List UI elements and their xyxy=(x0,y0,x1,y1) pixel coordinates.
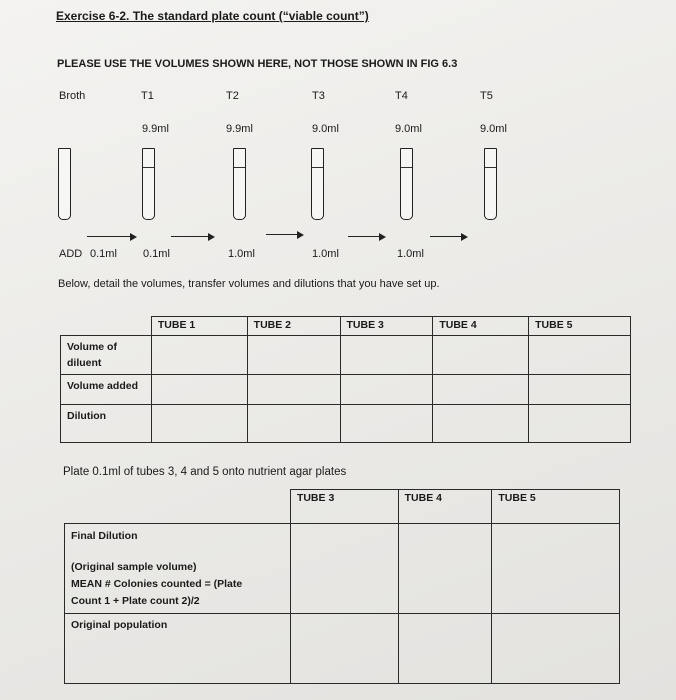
header-plate-tube-4: TUBE 4 xyxy=(398,490,492,524)
volume-instruction: PLEASE USE THE VOLUMES SHOWN HERE, NOT THOSE SHOWN IN FIG 6.3 xyxy=(57,58,458,70)
header-tube-1: TUBE 1 xyxy=(151,317,247,336)
tube-label-t3: T3 xyxy=(312,90,325,102)
cell-added-tube-5[interactable] xyxy=(529,375,631,405)
exercise-title: Exercise 6-2. The standard plate count (“viable count”) xyxy=(56,9,369,23)
plating-instruction: Plate 0.1ml of tubes 3, 4 and 5 onto nutrient agar plates xyxy=(63,466,347,478)
cell-population-tube-4[interactable] xyxy=(398,614,492,684)
row-label-original-volume: (Original sample volume) xyxy=(71,561,197,573)
dilution-table xyxy=(60,316,631,443)
header-tube-3: TUBE 3 xyxy=(340,317,433,336)
empty-corner-2 xyxy=(65,490,291,524)
tube-t4 xyxy=(400,148,413,220)
cell-dilution-tube-2[interactable] xyxy=(247,405,340,443)
diluent-volume-t3: 9.0ml xyxy=(312,123,339,135)
transfer-volume-1: 0.1ml xyxy=(90,248,117,260)
diluent-volume-t5: 9.0ml xyxy=(480,123,507,135)
tube-label-t4: T4 xyxy=(395,90,408,102)
cell-final-dilution-tube-4[interactable] xyxy=(398,524,492,614)
cell-population-tube-3[interactable] xyxy=(290,614,398,684)
tube-t5 xyxy=(484,148,497,220)
row-label-mean-colonies: MEAN # Colonies counted = (Plate Count 1 + Plate count 2)/2 xyxy=(71,578,243,607)
transfer-arrow-1 xyxy=(87,236,135,237)
cell-diluent-tube-2[interactable] xyxy=(247,336,340,375)
plate-count-table xyxy=(64,489,620,684)
row-label-volume-added: Volume added xyxy=(61,375,152,405)
empty-corner xyxy=(61,317,152,336)
tube-label-t2: T2 xyxy=(226,90,239,102)
header-tube-4: TUBE 4 xyxy=(433,317,529,336)
diluent-volume-t4: 9.0ml xyxy=(395,123,422,135)
transfer-arrow-5 xyxy=(430,236,466,237)
tube-t1 xyxy=(142,148,155,220)
header-plate-tube-5: TUBE 5 xyxy=(492,490,620,524)
row-label-final-dilution: Final Dilution xyxy=(71,530,138,542)
cell-added-tube-4[interactable] xyxy=(433,375,529,405)
tube-label-t1: T1 xyxy=(141,90,154,102)
cell-final-dilution-tube-5[interactable] xyxy=(492,524,620,614)
transfer-volume-5: 1.0ml xyxy=(397,248,424,260)
header-tube-2: TUBE 2 xyxy=(247,317,340,336)
cell-diluent-tube-1[interactable] xyxy=(151,336,247,375)
row-label-volume-of-diluent: Volume of diluent xyxy=(61,336,152,375)
broth-tube xyxy=(58,148,71,220)
diluent-volume-t2: 9.9ml xyxy=(226,123,253,135)
table1-intro: Below, detail the volumes, transfer volumes and dilutions that you have set up. xyxy=(58,278,440,290)
cell-diluent-tube-4[interactable] xyxy=(433,336,529,375)
tube-label-t5: T5 xyxy=(480,90,493,102)
cell-dilution-tube-4[interactable] xyxy=(433,405,529,443)
transfer-arrow-2 xyxy=(171,236,213,237)
broth-label: Broth xyxy=(59,90,86,102)
cell-final-dilution-tube-3[interactable] xyxy=(290,524,398,614)
cell-added-tube-1[interactable] xyxy=(151,375,247,405)
diluent-volume-t1: 9.9ml xyxy=(142,123,169,135)
cell-population-tube-5[interactable] xyxy=(492,614,620,684)
cell-dilution-tube-3[interactable] xyxy=(340,405,433,443)
transfer-volume-2: 0.1ml xyxy=(143,248,170,260)
transfer-volume-3: 1.0ml xyxy=(228,248,255,260)
row-label-dilution: Dilution xyxy=(61,405,152,443)
cell-diluent-tube-3[interactable] xyxy=(340,336,433,375)
header-plate-tube-3: TUBE 3 xyxy=(290,490,398,524)
add-label: ADD xyxy=(59,248,83,260)
tube-t3 xyxy=(311,148,324,220)
header-tube-5: TUBE 5 xyxy=(529,317,631,336)
cell-diluent-tube-5[interactable] xyxy=(529,336,631,375)
transfer-arrow-4 xyxy=(348,236,384,237)
cell-dilution-tube-1[interactable] xyxy=(151,405,247,443)
tube-t2 xyxy=(233,148,246,220)
row-label-group xyxy=(65,524,291,614)
cell-added-tube-3[interactable] xyxy=(340,375,433,405)
row-label-original-population: Original population xyxy=(65,614,291,684)
transfer-arrow-3 xyxy=(266,234,302,235)
cell-added-tube-2[interactable] xyxy=(247,375,340,405)
cell-dilution-tube-5[interactable] xyxy=(529,405,631,443)
transfer-volume-4: 1.0ml xyxy=(312,248,339,260)
